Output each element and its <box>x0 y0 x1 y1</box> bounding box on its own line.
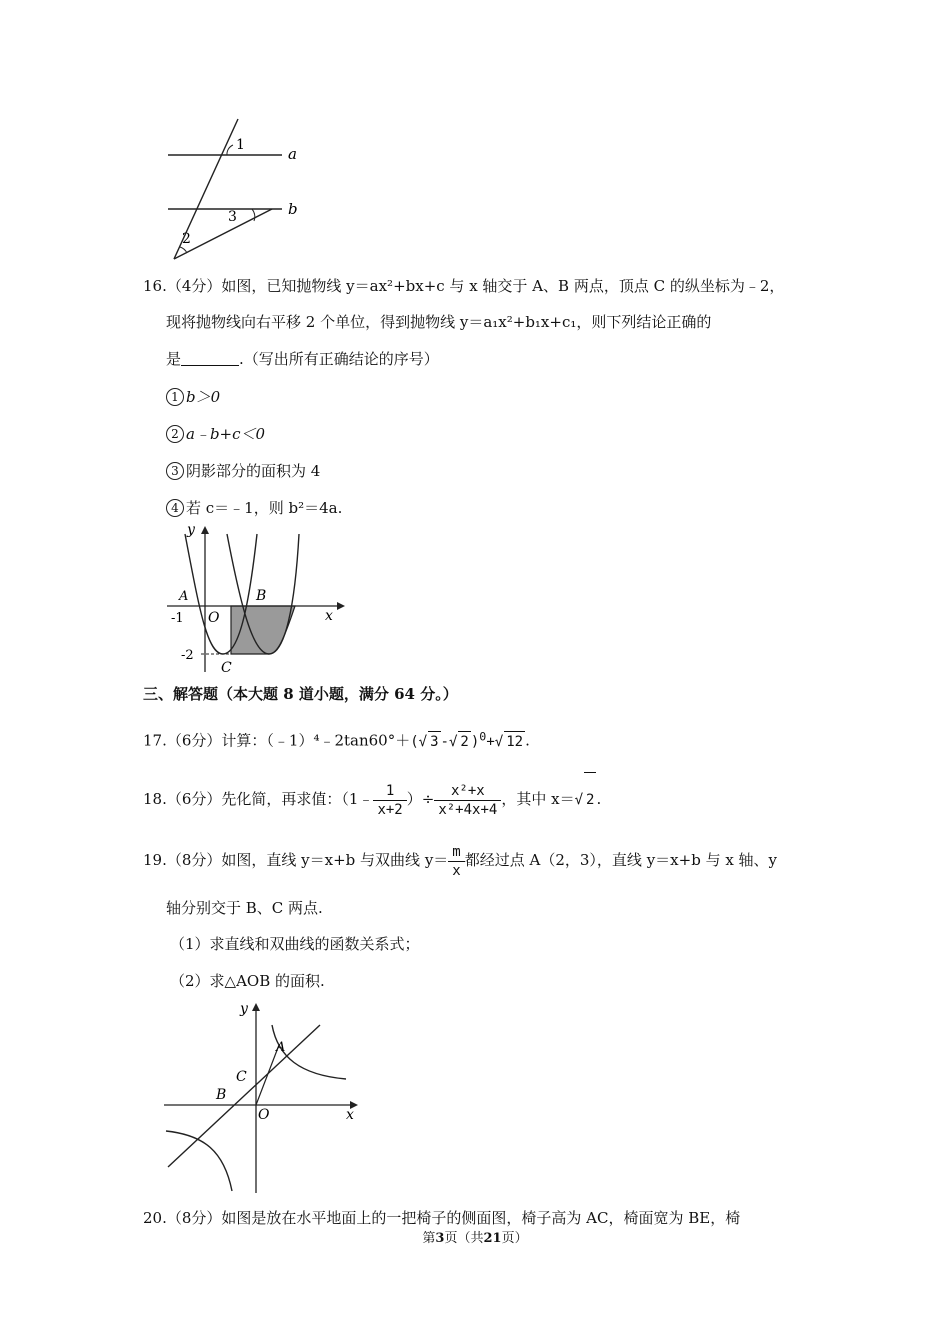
q16-line1 <box>143 276 784 296</box>
q19-line2: 轴分别交于 B、C 两点. <box>166 899 323 917</box>
q17-score: （6分） <box>166 731 222 750</box>
axis-label-x: x <box>346 1107 354 1123</box>
q18-mid: ）÷ <box>406 790 435 808</box>
option-text-1: b＞0 <box>186 388 221 406</box>
point-label-A: A <box>179 589 189 604</box>
q16-line2 <box>166 312 711 332</box>
q16-option-1 <box>166 387 220 407</box>
figure-parallel-lines <box>160 115 310 265</box>
sqrt-expression: √ 2 <box>575 792 597 808</box>
q19-pre: 如图，直线 y＝x+b 与双曲线 y＝ <box>221 851 449 869</box>
fraction-2-denominator: x²+4x+4 <box>438 801 498 818</box>
tick-label-neg1: -1 <box>171 611 184 626</box>
q16-number: 16. <box>143 277 167 295</box>
fraction-1 <box>373 782 406 819</box>
q20-number: 20. <box>143 1209 167 1227</box>
option-marker-4: 4 <box>166 499 184 517</box>
footer-mid: 页（共 <box>444 1231 484 1246</box>
option-marker-2: 2 <box>166 425 184 443</box>
line-label-a: a <box>288 145 297 163</box>
tick-label-neg2: -2 <box>181 648 194 663</box>
q18-score: （6分） <box>166 790 222 808</box>
line-label-b: b <box>288 200 298 218</box>
figure-line-hyperbola <box>160 995 370 1195</box>
q17-number: 17. <box>143 731 167 750</box>
origin-label: O <box>208 610 220 626</box>
option-text-3: 阴影部分的面积为 4 <box>186 462 321 480</box>
answer-blank <box>181 351 239 366</box>
sqrt-3: 3 <box>428 731 440 752</box>
fraction-1-numerator: 1 <box>373 782 406 801</box>
fraction-2-numerator: x²+x <box>434 782 501 801</box>
q18-pre: 先化简，再求值：（1﹣ <box>221 790 374 808</box>
q18-number: 18. <box>143 790 167 808</box>
minus-sign: - <box>440 733 449 750</box>
plus-sign: + <box>486 733 495 750</box>
q19-line1 <box>143 838 777 882</box>
fraction-2 <box>434 782 501 819</box>
angle-label-1: 1 <box>236 137 245 153</box>
q17-line <box>143 726 530 752</box>
q19-sub1: （1）求直线和双曲线的函数关系式； <box>170 935 420 953</box>
q18-end: . <box>596 790 602 808</box>
point-label-A: A <box>276 1040 286 1055</box>
point-label-C: C <box>221 660 232 676</box>
q16-text-1: 如图，已知抛物线 y＝ax²+bx+c 与 x 轴交于 A、B 两点，顶点 C 的纵坐标为﹣2， <box>221 277 785 295</box>
angle-label-3: 3 <box>228 209 237 225</box>
q16-text-3-pre: 是 <box>166 350 182 368</box>
paren-open: ( <box>410 733 419 750</box>
q20-text: 如图是放在水平地面上的一把椅子的侧面图，椅子高为 AC，椅面宽为 BE，椅 <box>221 1209 741 1227</box>
fraction-m-over-x <box>448 843 464 880</box>
sqrt-2-value: 2 <box>584 772 596 827</box>
q17-expression: (√ 3 -√ 2 )$^0$+√ 12 <box>410 729 524 750</box>
footer-page-number: 3 <box>435 1231 445 1246</box>
sqrt-2: 2 <box>458 731 470 752</box>
q17-text: 计算：（﹣1）⁴﹣2tan60°＋ <box>221 731 411 750</box>
exponent-zero: 0 <box>479 729 487 743</box>
footer-total-pages: 21 <box>483 1231 502 1246</box>
axis-label-x: x <box>325 608 333 624</box>
option-text-2: a﹣b+c＜0 <box>186 425 266 443</box>
paren-close: ) <box>470 733 480 750</box>
option-marker-3: 3 <box>166 462 184 480</box>
figure-parabolas <box>165 522 350 677</box>
q16-score: （4分） <box>166 277 222 295</box>
footer-pre: 第 <box>422 1231 436 1246</box>
q16-option-2 <box>166 424 265 444</box>
q19-score: （8分） <box>166 851 222 869</box>
sqrt-12: 12 <box>504 731 525 752</box>
q20-line <box>143 1208 740 1228</box>
q20-score: （8分） <box>166 1209 222 1227</box>
fraction-denominator: x <box>452 862 461 879</box>
footer-post: 页） <box>501 1231 528 1246</box>
q18-line <box>143 772 601 827</box>
fraction-1-denominator: x+2 <box>377 801 403 818</box>
point-label-B: B <box>256 588 267 604</box>
q17-end: . <box>525 731 530 750</box>
option-text-4: 若 c＝﹣1，则 b²＝4a. <box>186 499 343 517</box>
q18-post: ，其中 x＝ <box>501 790 575 808</box>
q16-option-3 <box>166 461 320 481</box>
fraction-numerator: m <box>448 843 464 862</box>
q19-sub2: （2）求△AOB 的面积. <box>170 972 325 990</box>
q16-line3 <box>166 349 439 369</box>
q19-number: 19. <box>143 851 167 869</box>
point-label-B: B <box>216 1087 227 1103</box>
angle-label-2: 2 <box>182 231 191 247</box>
origin-label: O <box>258 1107 270 1123</box>
q19-post: 都经过点 A（2，3），直线 y＝x+b 与 x 轴、y <box>464 851 778 869</box>
axis-label-y: y <box>187 522 195 538</box>
page-footer <box>0 1227 950 1246</box>
q16-text-3-post: .（写出所有正确结论的序号） <box>239 350 439 368</box>
point-label-C: C <box>236 1069 247 1085</box>
section-heading: 三、解答题（本大题 8 道小题，满分 64 分。） <box>143 685 458 703</box>
q16-option-4 <box>166 498 342 518</box>
q16-text-2: 现将抛物线向右平移 2 个单位，得到抛物线 y＝a₁x²+b₁x+c₁，则下列结论正确的 <box>166 313 712 331</box>
axis-label-y: y <box>240 1001 248 1017</box>
option-marker-1: 1 <box>166 388 184 406</box>
